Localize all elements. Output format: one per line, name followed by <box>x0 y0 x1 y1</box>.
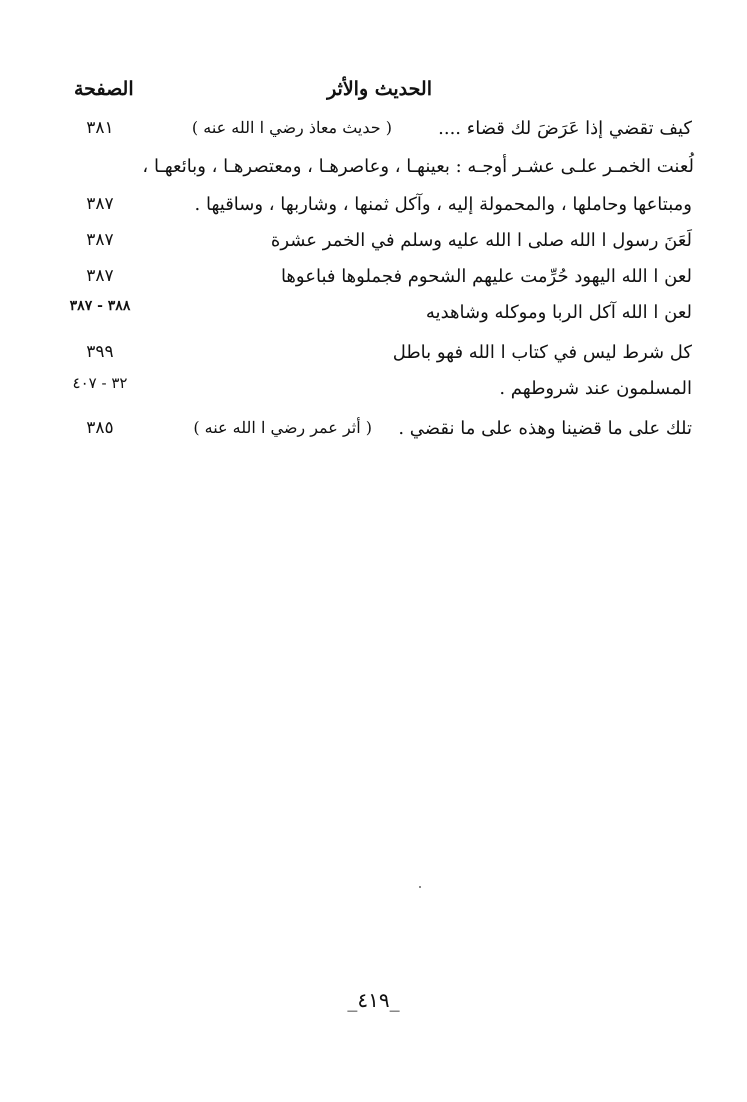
index-entry <box>60 374 692 410</box>
column-header-hadith: الحديث والأثر <box>327 78 432 100</box>
index-entry <box>60 342 692 374</box>
entry-text: تلك على ما قضينا وهذه على ما نقضي . <box>398 418 692 439</box>
speck <box>419 886 421 888</box>
entry-text: كيف تقضي إذا عَرَضَ لك قضاء .... <box>438 118 692 139</box>
entry-source: ( حديث معاذ رضي ا الله عنه ) <box>191 118 392 137</box>
entry-page: ٣٨٧ <box>86 266 114 286</box>
entry-page: ٣٢ - ٤٠٧ <box>72 374 128 392</box>
index-entry <box>60 418 692 450</box>
entry-page: ٣٨٧ <box>86 194 114 214</box>
index-entry <box>60 266 692 298</box>
entry-text: كل شرط ليس في كتاب ا الله فهو باطل <box>392 342 692 363</box>
index-entry <box>60 298 692 334</box>
index-entry <box>60 156 694 188</box>
entry-page: ٣٨٥ <box>86 418 114 438</box>
entry-page: ٣٨١ <box>86 118 114 138</box>
entry-text: لَعَنَ رسول ا الله صلى ا الله عليه وسلم في الخمر عشرة <box>270 230 692 251</box>
entry-text: لُعنت الخمـر علـى عشـر أوجـه : بعينهـا ، وعاصرهـا ، ومعتصرهـا ، وبائعهـا ، <box>142 156 694 177</box>
page-number: _٤١٩_ <box>347 988 400 1012</box>
entry-page: ٣٩٩ <box>86 342 114 362</box>
column-header-page: الصفحة <box>74 78 134 100</box>
entry-text: لعن ا الله اليهود حُرِّمت عليهم الشحوم فجملوها فباعوها <box>280 266 692 287</box>
entry-text: لعن ا الله آكل الربا وموكله وشاهديه <box>425 302 692 323</box>
entry-text: ومبتاعها وحاملها ، والمحمولة إليه ، وآكل ثمنها ، وشاربها ، وساقيها . <box>194 194 692 215</box>
table-header <box>60 78 700 108</box>
entry-page: ٣٨٧ <box>86 230 114 250</box>
entry-page: ٣٨٨ - ٣٨٧ <box>69 298 131 314</box>
index-entry <box>60 118 692 150</box>
entry-source: ( أثر عمر رضي ا الله عنه ) <box>193 418 372 437</box>
index-entry <box>60 230 692 262</box>
index-entry <box>60 194 692 226</box>
entry-text: المسلمون عند شروطهم . <box>499 378 692 399</box>
